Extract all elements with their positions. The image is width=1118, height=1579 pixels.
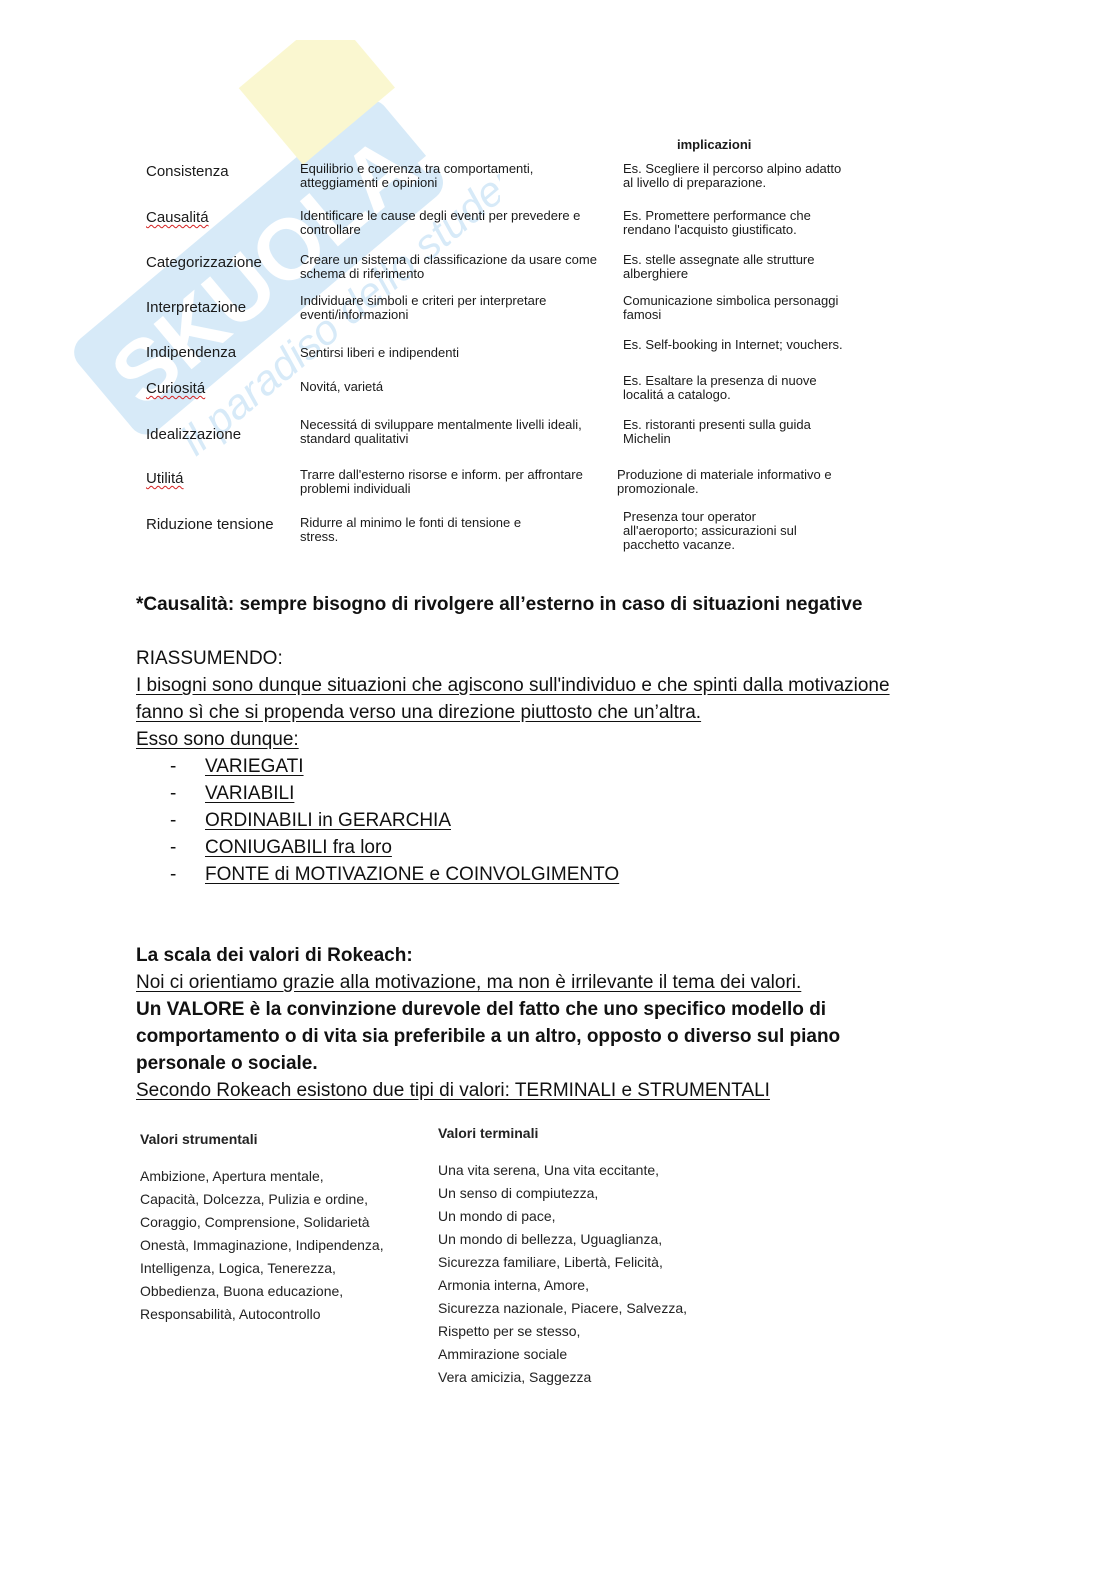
list-dash: - — [170, 810, 177, 831]
need-description: Trarre dall'esterno risorse e inform. per affrontare problemi individuali — [300, 467, 583, 496]
need-label: Causalitá — [146, 209, 209, 226]
list-item: Ambizione, Apertura mentale, — [140, 1168, 324, 1184]
need-description: Sentirsi liberi e indipendenti — [300, 345, 459, 360]
list-dash: - — [170, 756, 177, 777]
list-item — [170, 807, 451, 834]
need-implication: Es. Esaltare la presenza di nuove localitá a catalogo. — [623, 373, 817, 402]
list-item: Armonia interna, Amore, — [438, 1277, 589, 1293]
need-label: Curiositá — [146, 380, 206, 397]
need-description: Identificare le cause degli eventi per prevedere e controllare — [300, 208, 581, 237]
need-implication: Es. ristoranti presenti sulla guida Michelin — [623, 417, 811, 446]
value-types: Secondo Rokeach esistono due tipi di valori: TERMINALI e STRUMENTALI — [136, 1080, 770, 1101]
value-definition: comportamento o di vita sia preferibile a un altro, opposto o diverso sul piano — [136, 1026, 841, 1047]
watermark-tagline: il paradiso dello studente — [171, 129, 500, 464]
terminal-header: Valori terminali — [438, 1125, 539, 1141]
need-description: Creare un sistema di classificazione da usare come schema di riferimento — [300, 252, 597, 281]
need-implication: Es. Self-booking in Internet; vouchers. — [623, 337, 843, 352]
list-item: Responsabilità, Autocontrollo — [140, 1306, 321, 1322]
need-implication: Es. Scegliere il percorso alpino adatto al livello di preparazione. — [623, 161, 842, 190]
need-label: Interpretazione — [146, 299, 247, 316]
need-label: Utilitá — [146, 470, 184, 487]
need-description: Individuare simboli e criteri per interpretare eventi/informazioni — [300, 293, 547, 322]
value-definition: Un VALORE è la convinzione durevole del fatto che uno specifico modello di — [136, 999, 827, 1020]
list-item — [170, 861, 619, 888]
list-item: Sicurezza nazionale, Piacere, Salvezza, — [438, 1300, 688, 1316]
list-item: Vera amicizia, Saggezza — [438, 1369, 592, 1385]
summary-line: fanno sì che si propenda verso una direzione piuttosto che un’altra. — [136, 702, 702, 723]
list-dash: - — [170, 864, 177, 885]
implications-header: implicazioni — [677, 137, 752, 152]
need-label: Consistenza — [146, 163, 229, 180]
need-implication: Produzione di materiale informativo e promozionale. — [617, 467, 832, 496]
list-dash: - — [170, 837, 177, 858]
list-item: Sicurezza familiare, Libertà, Felicità, — [438, 1254, 663, 1270]
list-item: Un mondo di bellezza, Uguaglianza, — [438, 1231, 663, 1247]
instrumental-values — [140, 1128, 430, 1326]
rokeach-section — [136, 942, 1036, 1104]
need-description: Equilibrio e coerenza tra comportamenti, atteggiamenti e opinioni — [300, 161, 534, 190]
list-item: Intelligenza, Logica, Tenerezza, — [140, 1260, 336, 1276]
list-item-text: FONTE di MOTIVAZIONE e COINVOLGIMENTO — [205, 864, 620, 885]
summary-section — [136, 645, 1036, 753]
list-item: Rispetto per se stesso, — [438, 1323, 581, 1339]
list-item: Un senso di compiutezza, — [438, 1185, 599, 1201]
value-definition: personale o sociale. — [136, 1053, 318, 1074]
watermark-brand: SKUOLA.net — [93, 40, 500, 425]
need-label: Indipendenza — [146, 344, 237, 361]
summary-heading: RIASSUMENDO: — [136, 648, 283, 669]
list-dash: - — [170, 783, 177, 804]
list-item — [170, 753, 304, 780]
need-description: Ridurre al minimo le fonti di tensione e stress. — [300, 515, 522, 544]
list-item-text: VARIEGATI — [205, 756, 304, 777]
list-item: Una vita serena, Una vita eccitante, — [438, 1162, 660, 1178]
need-implication: Es. stelle assegnate alle strutture alberghiere — [623, 252, 815, 281]
need-implication: Comunicazione simbolica personaggi famosi — [623, 293, 839, 322]
causal-note: *Causalità: sempre bisogno di rivolgere all’esterno in caso di situazioni negative — [136, 594, 863, 615]
need-implication: Es. Promettere performance che rendano l'acquisto giustificato. — [623, 208, 811, 237]
list-item: Un mondo di pace, — [438, 1208, 556, 1224]
list-item — [170, 834, 392, 861]
need-description: Necessitá di sviluppare mentalmente livelli ideali, standard qualitativi — [300, 417, 582, 446]
list-item: Capacità, Dolcezza, Pulizia e ordine, — [140, 1191, 369, 1207]
list-item-text: ORDINABILI in GERARCHIA — [205, 810, 451, 831]
need-label: Idealizzazione — [146, 426, 242, 443]
rokeach-heading: La scala dei valori di Rokeach: — [136, 945, 413, 966]
list-item — [170, 780, 294, 807]
list-item: Onestà, Immaginazione, Indipendenza, — [140, 1237, 384, 1253]
terminal-values — [438, 1122, 758, 1389]
need-label: Categorizzazione — [146, 254, 262, 271]
summary-line: Esso sono dunque: — [136, 729, 299, 750]
need-implication: Presenza tour operator all'aeroporto; assicurazioni sul pacchetto vacanze. — [623, 509, 797, 552]
list-item: Obbedienza, Buona educazione, — [140, 1283, 344, 1299]
need-label: Riduzione tensione — [146, 516, 274, 533]
list-item-text: VARIABILI — [205, 783, 295, 804]
rokeach-intro: Noi ci orientiamo grazie alla motivazione, ma non è irrilevante il tema dei valori. — [136, 972, 802, 993]
need-description: Novitá, varietá — [300, 379, 384, 394]
instrumental-header: Valori strumentali — [140, 1131, 258, 1147]
list-item: Coraggio, Comprensione, Solidarietà — [140, 1214, 370, 1230]
list-item: Ammirazione sociale — [438, 1346, 568, 1362]
list-item-text: CONIUGABILI fra loro — [205, 837, 392, 858]
summary-line: I bisogni sono dunque situazioni che agiscono sull'individuo e che spinti dalla motivazione — [136, 675, 890, 696]
